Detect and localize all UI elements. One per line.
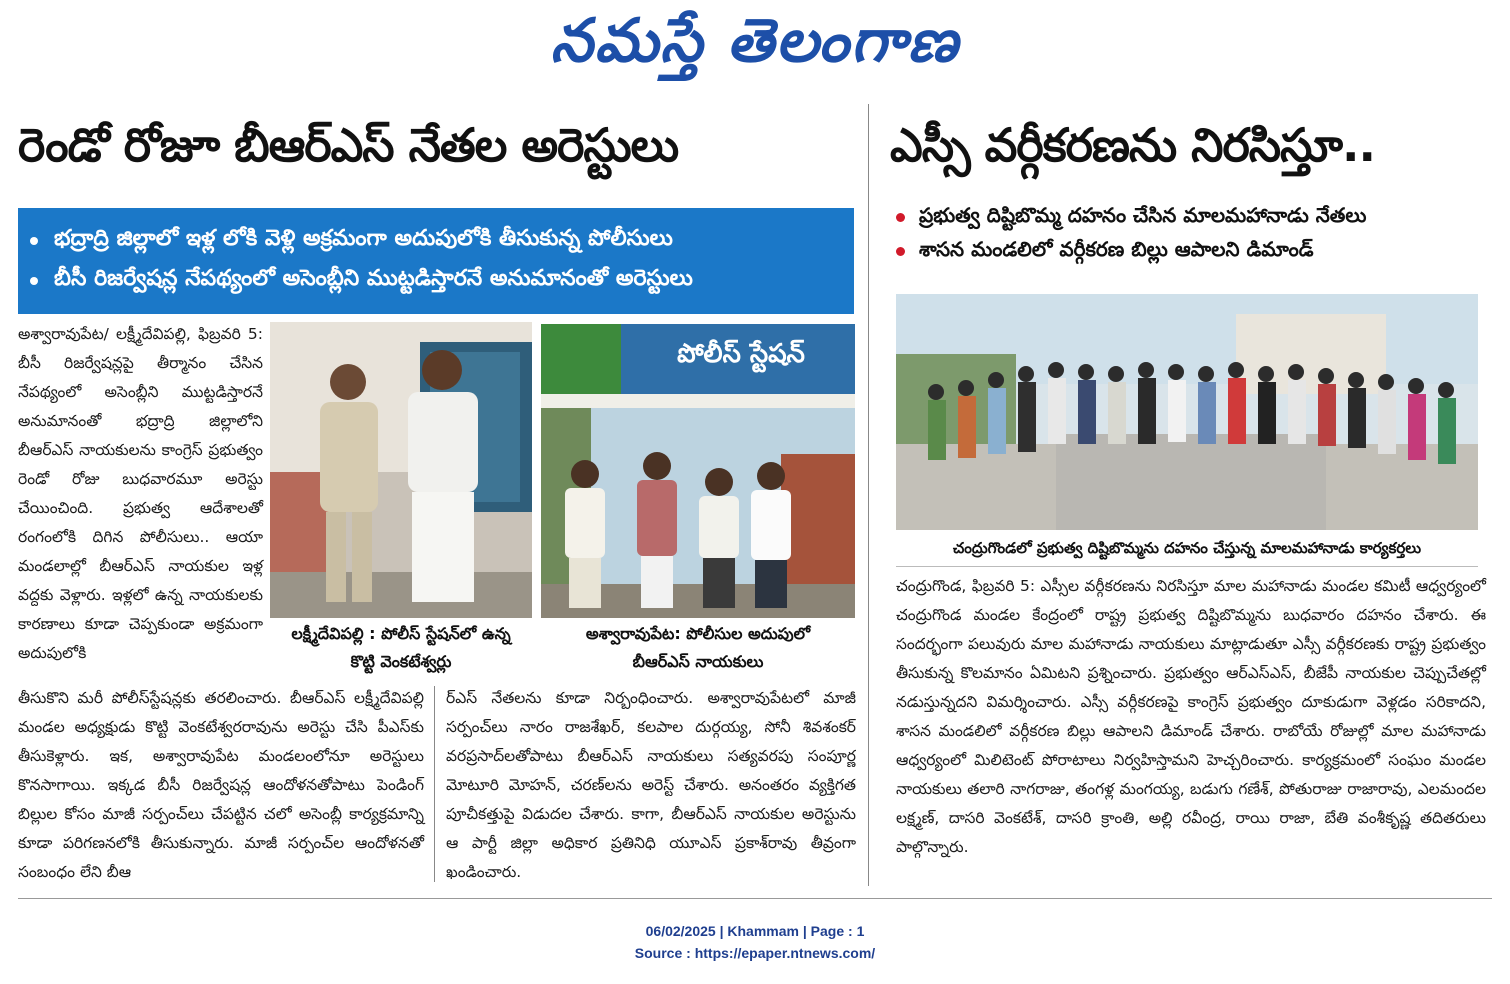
footer	[0, 920, 1510, 964]
photo-station-arrested-leaders	[541, 324, 855, 618]
column-divider	[868, 104, 869, 886]
bottom-rule	[18, 898, 1492, 899]
footer-date-edition: 06/02/2025 | Khammam | Page : 1	[645, 923, 865, 939]
left-highlight-box	[18, 208, 854, 314]
bullet-icon	[896, 247, 905, 256]
left-bottom-text-2: ర్ఎస్ నేతలను కూడా నిర్బంధించారు. అశ్వారావుపేటలో మాజీ సర్పంచ్‌లు నారం రాజశేఖర్, కలపాల దుర్గయ్య, సోనీ శివశంకర్ వరప్రసాద్‌లతోపాటు బీఆర్ఎస్ నాయకులు సత్యవరపు సంపూర్ణ మోటూరి మోహన్, చరణ్‌లను అరెస్ట్ చేశారు. అనంతరం వ్యక్తిగత పూచీకత్తుపై విడుదల చేశారు. కాగా, బీఆర్ఎస్ నాయకుల అరెస్టును ఆ పార్టీ జిల్లా అధికార ప్రతినిధి యూఎస్ ప్రకాశ్‌రావు తీవ్రంగా ఖండించారు.	[446, 689, 856, 881]
right-bullet-1: ప్రభుత్వ దిష్టిబొమ్మ దహనం చేసిన మాలమహానాడు నేతలు	[896, 200, 1486, 234]
right-bullet-2: శాసన మండలిలో వర్గీకరణ బిల్లు ఆపాలని డిమాండ్	[896, 234, 1486, 268]
right-headline: ఎస్సీ వర్గీకరణను నిరసిస్తూ..	[890, 118, 1375, 172]
masthead	[0, 0, 1510, 95]
left-column-text: అశ్వారావుపేట/ లక్ష్మీదేవిపల్లి, ఫిబ్రవరి 5: బీసీ రిజర్వేషన్లపై తీర్మానం చేసిన నేపథ్యంలో అసెంబ్లీని ముట్టడిస్తారనే అనుమానంతో భద్రాద్రి జిల్లాలోని బీఆర్ఎస్ నాయకులను కాంగ్రెస్ ప్రభుత్వం రెండో రోజు బుధవారమూ అరెస్టు చేయించింది. ప్రభుత్వ ఆదేశాలతో రంగంలోకి దిగిన పోలీసులు.. ఆయా మండలాల్లో బీఆర్ఎస్ నాయకుల ఇళ్ల వద్దకు వెళ్లారు. ఇళ్లలో ఉన్న నాయకులకు కారణాలు కూడా చెప్పకుండా అక్రమంగా అదుపులోకి	[18, 325, 263, 662]
inner-column-divider	[434, 686, 435, 882]
bullet-icon	[30, 237, 38, 245]
left-bottom-text-1: తీసుకొని మరీ పోలీస్‌స్టేషన్లకు తరలించారు. బీఆర్ఎస్ లక్ష్మీదేవిపల్లి మండల అధ్యక్షుడు కొట్టి వెంకటేశ్వరరావును అరెస్టు చేసి పీఎస్‌కు తీసుకెళ్లారు. ఇక, అశ్వారావుపేట మండలంలోనూ అరెస్టులు కొనసాగాయి. ఇక్కడ బీసీ రిజర్వేషన్ల ఆందోళనతోపాటు పెండింగ్ బిల్లుల కోసం మాజీ సర్పంచ్‌లు చేపట్టిన చలో అసెంబ్లీ కార్యక్రమాన్ని కూడా పరిగణనలోకి తీసుకున్నారు. మాజీ సర్పంచ్‌ల ఆందోళనతో సంబంధం లేని బీఆ	[18, 689, 424, 881]
right-body-text: చంద్రుగొండ, ఫిబ్రవరి 5: ఎస్సీల వర్గీకరణను నిరసిస్తూ మాల మహానాడు మండల కమిటీ ఆధ్వర్యంలో చంద్రుగొండ మండల కేంద్రంలో రాష్ట్ర ప్రభుత్వ దిష్టిబొమ్మను బుధవారం దహనం చేశారు. ఈ సందర్భంగా పలువురు మాల మహానాడు నాయకులు మాట్లాడుతూ ఎస్సీ వర్గీకరణకు రాష్ట్ర ప్రభుత్వం తీసుకున్న కొలమానం ఏమిటని ప్రశ్నించారు. ప్రభుత్వం ఆర్ఎస్ఎస్, బీజేపీ నాయకుల చెప్పుచేతల్లో నడుస్తున్నదని విమర్శించారు. ఎస్సీ వర్గీకరణపై కాంగ్రెస్ ప్రభుత్వం దూకుడుగా వెళ్లడం సరికాదని, శాసన మండలిలో వర్గీకరణ బిల్లు ఆపాలని డిమాండ్ చేశారు. రాబోయే రోజుల్లో మాల మహానాడు ఆధ్వర్యంలో మిలిటెంట్ పోరాటాలు నిర్వహిస్తామని హెచ్చరించారు. కార్యక్రమంలో సంఘం మండల నాయకులు తలారి నాగరాజు, తంగళ్ల మంగయ్య, బడుగు గణేశ్, పోతురాజు రాజారావు, ఎలమందల లక్ష్మణ్, దాసరి వెంకటేశ్, దాసరి క్రాంతి, అల్లి రవీంద్ర, రాయి రాజా, బేతి వంశీకృష్ణ తదితరులు పాల్గొన్నారు.	[896, 577, 1486, 856]
caption-rule	[896, 566, 1478, 567]
left-bullet-2: బీసీ రిజర్వేషన్ల నేపథ్యంలో అసెంబ్లీని ముట్టడిస్తారనే అనుమానంతో అరెస్టులు	[18, 261, 854, 301]
left-bullet-1: భద్రాద్రి జిల్లాలో ఇళ్ల లోకి వెళ్లి అక్రమంగా అదుపులోకి తీసుకున్న పోలీసులు	[18, 221, 854, 261]
photo-police-station-officer	[270, 322, 532, 618]
station-sign-text: పోలీస్ స్టేషన్	[677, 339, 805, 369]
photo2-caption: అశ్వారావుపేట: పోలీసుల అదుపులో బీఆర్ఎస్ నాయకులు	[585, 624, 811, 671]
masthead-title: నమస్తే తెలంగాణ	[550, 5, 960, 76]
bullet-icon	[896, 213, 905, 222]
right-photo-caption: చంద్రుగొండలో ప్రభుత్వ దిష్టిబొమ్మను దహనం చేస్తున్న మాలమహానాడు కార్యకర్తలు	[952, 539, 1422, 557]
photo-protest-effigy	[896, 294, 1478, 530]
footer-source-link[interactable]: Source : https://epaper.ntnews.com/	[634, 945, 876, 961]
photo1-caption: లక్ష్మీదేవిపల్లి : పోలీస్ స్టేషన్‌లో ఉన్న కొట్టి వెంకటేశ్వర్లు	[291, 624, 511, 671]
left-headline: రెండో రోజూ బీఆర్ఎస్ నేతల అరెస్టులు	[18, 118, 679, 172]
right-bullets	[896, 200, 1486, 268]
bullet-icon	[30, 277, 38, 285]
